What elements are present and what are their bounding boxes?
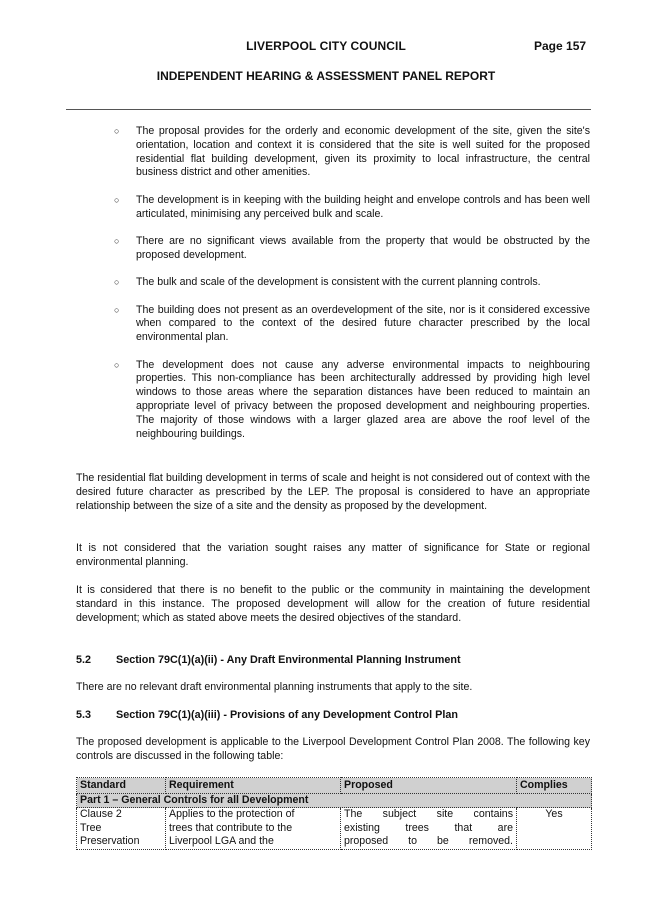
column-header: Proposed bbox=[341, 778, 517, 794]
part-label: Part 1 – General Controls for all Development bbox=[77, 794, 592, 808]
paragraph-dcp: The proposed development is applicable to the Liverpool Development Control Plan 2008. The following key controls are discussed in the following table: bbox=[76, 736, 590, 762]
column-header: Requirement bbox=[166, 778, 341, 794]
bullet-item: ○ The building does not present as an overdevelopment of the site, nor is it considered excessive when compared to the context of the desired future character prescribed by the local environmental plan. bbox=[114, 303, 590, 344]
table-row bbox=[77, 808, 592, 850]
paragraph-context: The residential flat building development in terms of scale and height is not considered out of context with the desired future character as prescribed by the LEP. The proposal is considered to have an appropriate relationship between the size of a site and the density as proposed by the development. bbox=[76, 472, 590, 512]
bullet-item: ○ The development does not cause any adverse environmental impacts to neighbouring properties. This non-compliance has been architecturally addressed by providing high level windows to those areas where the separation distances have been reduced to maintain an appropriate level of privacy between the proposed development and neighbouring properties. The majority of those windows with a larger glazed area are above the roof level of the neighbouring buildings. bbox=[114, 358, 590, 440]
bullet-item: ○ The proposal provides for the orderly and economic development of the site, given the site's orientation, location and context it is considered that the site is well suited for the proposed residential flat building development, given its proximity to local infrastructure, the central business district and other amenities. bbox=[114, 125, 590, 179]
report-title: INDEPENDENT HEARING & ASSESSMENT PANEL REPORT bbox=[156, 69, 496, 83]
table-header-row bbox=[77, 778, 592, 794]
bullet-icon: ○ bbox=[114, 359, 120, 370]
table-part-row bbox=[77, 794, 592, 808]
paragraph-significance: It is not considered that the variation sought raises any matter of significance for State or regional environmental planning. bbox=[76, 542, 590, 568]
bullet-icon: ○ bbox=[114, 304, 120, 315]
bullet-icon: ○ bbox=[114, 235, 120, 246]
bullet-icon: ○ bbox=[114, 126, 120, 136]
paragraph-draft-instruments: There are no relevant draft environmental planning instruments that apply to the site. bbox=[76, 681, 473, 693]
bullet-list bbox=[114, 125, 590, 455]
column-header: Standard bbox=[77, 778, 166, 794]
section-title: Section 79C(1)(a)(ii) - Any Draft Environmental Planning Instrument bbox=[116, 654, 461, 666]
controls-table bbox=[76, 777, 592, 850]
page-header-council: LIVERPOOL CITY COUNCIL bbox=[246, 39, 406, 53]
header-rule bbox=[66, 109, 591, 110]
cell-proposed: The subject site contains existing trees that are proposed to be removed. bbox=[341, 808, 517, 850]
bullet-item: ○ There are no significant views available from the property that would be obstructed by the proposed development. bbox=[114, 234, 590, 261]
section-title: Section 79C(1)(a)(iii) - Provisions of any Development Control Plan bbox=[116, 709, 458, 721]
page-number: Page 157 bbox=[534, 39, 587, 53]
section-heading-5-3 bbox=[76, 709, 458, 721]
cell-complies: Yes bbox=[517, 808, 592, 850]
paragraph-public-benefit: It is considered that there is no benefit to the public or the community in maintaining the development standard in this instance. The proposed development will allow for the creation of future residential development; which as stated above meets the desired objectives of the standard. bbox=[76, 584, 590, 624]
bullet-icon: ○ bbox=[114, 277, 120, 288]
bullet-item: ○ The bulk and scale of the development is consistent with the current planning controls. bbox=[114, 276, 541, 289]
column-header: Complies bbox=[517, 778, 592, 794]
section-number: 5.3 bbox=[76, 709, 92, 721]
cell-requirement: Applies to the protection of trees that contribute to the Liverpool LGA and the bbox=[166, 808, 341, 850]
section-number: 5.2 bbox=[76, 654, 92, 666]
cell-standard: Clause 2 Tree Preservation bbox=[77, 808, 166, 850]
bullet-icon: ○ bbox=[114, 194, 120, 205]
section-heading-5-2 bbox=[76, 654, 461, 666]
bullet-item: ○ The development is in keeping with the building height and envelope controls and has been well articulated, minimising any perceived bulk and scale. bbox=[114, 193, 590, 220]
